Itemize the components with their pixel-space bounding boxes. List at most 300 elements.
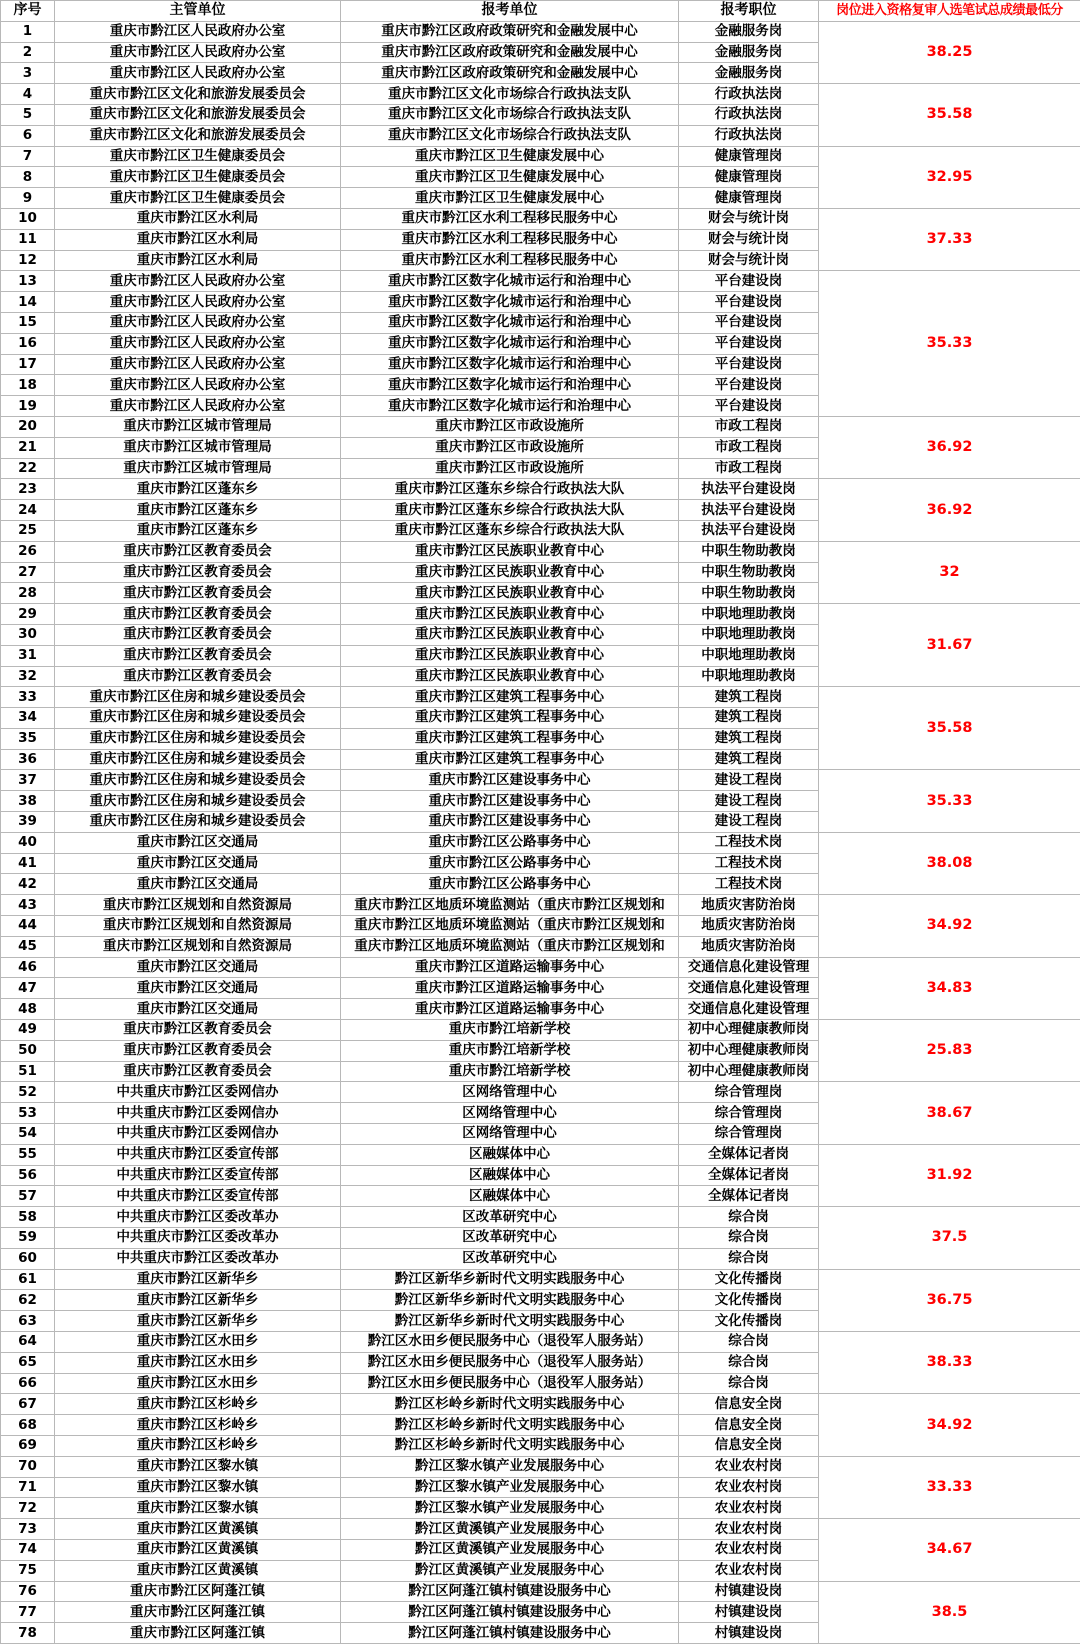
cell-position: 农业农村岗 <box>679 1560 819 1581</box>
cell-unit: 重庆市黔江区地质环境监测站（重庆市黔江区规划和 <box>341 936 679 957</box>
cell-unit: 区改革研究中心 <box>341 1248 679 1269</box>
cell-dept: 中共重庆市黔江区委宣传部 <box>55 1165 341 1186</box>
cell-min-score: 36.92 <box>819 416 1080 478</box>
cell-unit: 黔江区新华乡新时代文明实践服务中心 <box>341 1269 679 1290</box>
cell-unit: 重庆市黔江区水利工程移民服务中心 <box>341 250 679 271</box>
cell-seq: 22 <box>1 458 55 479</box>
cell-dept: 重庆市黔江区杉岭乡 <box>55 1394 341 1415</box>
cell-position: 平台建设岗 <box>679 354 819 375</box>
cell-seq: 19 <box>1 396 55 417</box>
cell-dept: 重庆市黔江区人民政府办公室 <box>55 333 341 354</box>
cell-seq: 50 <box>1 1040 55 1061</box>
cell-position: 农业农村岗 <box>679 1477 819 1498</box>
cell-seq: 76 <box>1 1581 55 1602</box>
cell-dept: 重庆市黔江区阿蓬江镇 <box>55 1581 341 1602</box>
table-row <box>1 1082 1080 1103</box>
cell-position: 交通信息化建设管理 <box>679 957 819 978</box>
cell-seq: 49 <box>1 1020 55 1041</box>
cell-dept: 重庆市黔江区人民政府办公室 <box>55 63 341 84</box>
cell-position: 初中心理健康教师岗 <box>679 1020 819 1041</box>
cell-dept: 重庆市黔江区教育委员会 <box>55 666 341 687</box>
cell-seq: 73 <box>1 1519 55 1540</box>
cell-dept: 重庆市黔江区教育委员会 <box>55 1061 341 1082</box>
cell-unit: 重庆市黔江区卫生健康发展中心 <box>341 146 679 167</box>
cell-unit: 重庆市黔江区数字化城市运行和治理中心 <box>341 375 679 396</box>
cell-dept: 中共重庆市黔江区委改革办 <box>55 1228 341 1249</box>
cell-seq: 13 <box>1 271 55 292</box>
cell-position: 建筑工程岗 <box>679 708 819 729</box>
cell-dept: 重庆市黔江区城市管理局 <box>55 458 341 479</box>
cell-min-score: 37.5 <box>819 1207 1080 1269</box>
cell-seq: 61 <box>1 1269 55 1290</box>
cell-unit: 重庆市黔江区数字化城市运行和治理中心 <box>341 333 679 354</box>
cell-dept: 重庆市黔江区住房和城乡建设委员会 <box>55 770 341 791</box>
cell-position: 建设工程岗 <box>679 770 819 791</box>
cell-unit: 重庆市黔江区建设事务中心 <box>341 812 679 833</box>
cell-seq: 36 <box>1 749 55 770</box>
cell-dept: 重庆市黔江区蓬东乡 <box>55 520 341 541</box>
cell-dept: 重庆市黔江区教育委员会 <box>55 541 341 562</box>
cell-dept: 重庆市黔江区卫生健康委员会 <box>55 146 341 167</box>
cell-seq: 70 <box>1 1456 55 1477</box>
cell-unit: 重庆市黔江区民族职业教育中心 <box>341 624 679 645</box>
cell-unit: 重庆市黔江区文化市场综合行政执法支队 <box>341 104 679 125</box>
cell-dept: 重庆市黔江区水田乡 <box>55 1373 341 1394</box>
cell-dept: 重庆市黔江区交通局 <box>55 978 341 999</box>
cell-unit: 重庆市黔江培新学校 <box>341 1040 679 1061</box>
cell-min-score: 32 <box>819 541 1080 603</box>
cell-min-score: 35.33 <box>819 770 1080 832</box>
cell-seq: 33 <box>1 687 55 708</box>
cell-dept: 重庆市黔江区文化和旅游发展委员会 <box>55 84 341 105</box>
cell-seq: 69 <box>1 1435 55 1456</box>
cell-dept: 重庆市黔江区人民政府办公室 <box>55 312 341 333</box>
cell-position: 农业农村岗 <box>679 1519 819 1540</box>
cell-position: 初中心理健康教师岗 <box>679 1061 819 1082</box>
cell-position: 地质灾害防治岗 <box>679 936 819 957</box>
cell-seq: 11 <box>1 229 55 250</box>
cell-position: 综合管理岗 <box>679 1124 819 1145</box>
cell-unit: 重庆市黔江区民族职业教育中心 <box>341 666 679 687</box>
cell-dept: 重庆市黔江区人民政府办公室 <box>55 396 341 417</box>
cell-position: 工程技术岗 <box>679 853 819 874</box>
cell-seq: 1 <box>1 21 55 42</box>
cell-dept: 重庆市黔江区交通局 <box>55 957 341 978</box>
cell-unit: 重庆市黔江区数字化城市运行和治理中心 <box>341 312 679 333</box>
cell-dept: 重庆市黔江区阿蓬江镇 <box>55 1623 341 1644</box>
cell-unit: 重庆市黔江培新学校 <box>341 1020 679 1041</box>
cell-seq: 23 <box>1 479 55 500</box>
table-row <box>1 146 1080 167</box>
cell-position: 市政工程岗 <box>679 458 819 479</box>
cell-dept: 中共重庆市黔江区委宣传部 <box>55 1144 341 1165</box>
cell-min-score: 38.33 <box>819 1332 1080 1394</box>
cell-position: 综合岗 <box>679 1352 819 1373</box>
cell-position: 地质灾害防治岗 <box>679 916 819 937</box>
cell-seq: 68 <box>1 1415 55 1436</box>
cell-unit: 黔江区新华乡新时代文明实践服务中心 <box>341 1290 679 1311</box>
cell-seq: 24 <box>1 500 55 521</box>
cell-dept: 重庆市黔江区教育委员会 <box>55 1020 341 1041</box>
cell-seq: 7 <box>1 146 55 167</box>
cell-dept: 重庆市黔江区教育委员会 <box>55 645 341 666</box>
cell-dept: 重庆市黔江区交通局 <box>55 999 341 1020</box>
table-row <box>1 832 1080 853</box>
cell-min-score: 35.58 <box>819 84 1080 146</box>
cell-dept: 中共重庆市黔江区委改革办 <box>55 1248 341 1269</box>
cell-unit: 重庆市黔江区水利工程移民服务中心 <box>341 208 679 229</box>
cell-dept: 重庆市黔江区水利局 <box>55 208 341 229</box>
cell-position: 行政执法岗 <box>679 104 819 125</box>
cell-dept: 重庆市黔江区交通局 <box>55 853 341 874</box>
cell-min-score: 36.92 <box>819 479 1080 541</box>
table-row <box>1 21 1080 42</box>
table-row <box>1 687 1080 708</box>
header-dept: 主管单位 <box>55 1 341 22</box>
cell-unit: 重庆市黔江区建筑工程事务中心 <box>341 749 679 770</box>
cell-position: 中职地理助教岗 <box>679 666 819 687</box>
cell-min-score: 38.67 <box>819 1082 1080 1144</box>
cell-seq: 53 <box>1 1103 55 1124</box>
cell-position: 中职生物助教岗 <box>679 583 819 604</box>
cell-dept: 重庆市黔江区蓬东乡 <box>55 500 341 521</box>
cell-seq: 25 <box>1 520 55 541</box>
cell-seq: 40 <box>1 832 55 853</box>
cell-seq: 26 <box>1 541 55 562</box>
cell-unit: 重庆市黔江区公路事务中心 <box>341 853 679 874</box>
cell-position: 村镇建设岗 <box>679 1623 819 1644</box>
cell-unit: 黔江区黄溪镇产业发展服务中心 <box>341 1519 679 1540</box>
cell-unit: 重庆市黔江区道路运输事务中心 <box>341 999 679 1020</box>
table-row <box>1 1269 1080 1290</box>
cell-unit: 重庆市黔江区市政设施所 <box>341 416 679 437</box>
cell-seq: 45 <box>1 936 55 957</box>
cell-unit: 区网络管理中心 <box>341 1082 679 1103</box>
cell-dept: 中共重庆市黔江区委网信办 <box>55 1124 341 1145</box>
cell-seq: 39 <box>1 812 55 833</box>
cell-seq: 34 <box>1 708 55 729</box>
cell-min-score: 37.33 <box>819 208 1080 270</box>
cell-min-score: 38.25 <box>819 21 1080 83</box>
cell-position: 平台建设岗 <box>679 375 819 396</box>
cell-position: 健康管理岗 <box>679 167 819 188</box>
cell-position: 初中心理健康教师岗 <box>679 1040 819 1061</box>
cell-position: 文化传播岗 <box>679 1311 819 1332</box>
cell-position: 平台建设岗 <box>679 396 819 417</box>
cell-unit: 重庆市黔江区水利工程移民服务中心 <box>341 229 679 250</box>
table-row <box>1 271 1080 292</box>
cell-seq: 58 <box>1 1207 55 1228</box>
cell-unit: 黔江区杉岭乡新时代文明实践服务中心 <box>341 1435 679 1456</box>
cell-seq: 28 <box>1 583 55 604</box>
cell-seq: 14 <box>1 292 55 313</box>
cell-unit: 黔江区黎水镇产业发展服务中心 <box>341 1477 679 1498</box>
cell-unit: 重庆市黔江区文化市场综合行政执法支队 <box>341 84 679 105</box>
cell-dept: 中共重庆市黔江区委网信办 <box>55 1082 341 1103</box>
header-min-score: 岗位进入资格复审人选笔试总成绩最低分 <box>819 1 1080 22</box>
cell-seq: 71 <box>1 1477 55 1498</box>
cell-position: 健康管理岗 <box>679 188 819 209</box>
table-row <box>1 1020 1080 1041</box>
cell-dept: 重庆市黔江区新华乡 <box>55 1311 341 1332</box>
cell-seq: 47 <box>1 978 55 999</box>
cell-unit: 重庆市黔江区数字化城市运行和治理中心 <box>341 396 679 417</box>
cell-unit: 黔江区水田乡便民服务中心（退役军人服务站） <box>341 1332 679 1353</box>
cell-position: 平台建设岗 <box>679 292 819 313</box>
cell-seq: 64 <box>1 1332 55 1353</box>
cell-unit: 重庆市黔江区数字化城市运行和治理中心 <box>341 271 679 292</box>
cell-position: 交通信息化建设管理 <box>679 978 819 999</box>
cell-seq: 27 <box>1 562 55 583</box>
cell-dept: 重庆市黔江区住房和城乡建设委员会 <box>55 687 341 708</box>
table-body <box>1 21 1080 1643</box>
table-row <box>1 770 1080 791</box>
cell-seq: 12 <box>1 250 55 271</box>
cell-position: 平台建设岗 <box>679 333 819 354</box>
cell-unit: 黔江区水田乡便民服务中心（退役军人服务站） <box>341 1373 679 1394</box>
cell-seq: 15 <box>1 312 55 333</box>
cell-seq: 30 <box>1 624 55 645</box>
table-row <box>1 1144 1080 1165</box>
cell-dept: 重庆市黔江区人民政府办公室 <box>55 354 341 375</box>
cell-position: 中职地理助教岗 <box>679 604 819 625</box>
cell-unit: 重庆市黔江区地质环境监测站（重庆市黔江区规划和 <box>341 895 679 916</box>
cell-min-score: 38.5 <box>819 1581 1080 1643</box>
cell-position: 健康管理岗 <box>679 146 819 167</box>
cell-min-score: 35.58 <box>819 687 1080 770</box>
cell-dept: 重庆市黔江区交通局 <box>55 832 341 853</box>
cell-seq: 10 <box>1 208 55 229</box>
cell-unit: 重庆市黔江区蓬东乡综合行政执法大队 <box>341 479 679 500</box>
cell-dept: 重庆市黔江区杉岭乡 <box>55 1435 341 1456</box>
cell-position: 村镇建设岗 <box>679 1581 819 1602</box>
cell-seq: 32 <box>1 666 55 687</box>
cell-position: 平台建设岗 <box>679 271 819 292</box>
cell-unit: 重庆市黔江区民族职业教育中心 <box>341 562 679 583</box>
cell-dept: 重庆市黔江区教育委员会 <box>55 1040 341 1061</box>
cell-seq: 44 <box>1 916 55 937</box>
cell-unit: 重庆市黔江区市政设施所 <box>341 458 679 479</box>
cell-dept: 中共重庆市黔江区委网信办 <box>55 1103 341 1124</box>
table-row <box>1 84 1080 105</box>
cell-seq: 63 <box>1 1311 55 1332</box>
cell-min-score: 34.83 <box>819 957 1080 1019</box>
cell-unit: 黔江区黄溪镇产业发展服务中心 <box>341 1560 679 1581</box>
cell-position: 全媒体记者岗 <box>679 1186 819 1207</box>
cell-unit: 重庆市黔江区卫生健康发展中心 <box>341 188 679 209</box>
table-row <box>1 479 1080 500</box>
cell-unit: 区改革研究中心 <box>341 1207 679 1228</box>
cell-seq: 72 <box>1 1498 55 1519</box>
table-row <box>1 1519 1080 1540</box>
cell-unit: 黔江区黎水镇产业发展服务中心 <box>341 1498 679 1519</box>
cell-dept: 重庆市黔江区住房和城乡建设委员会 <box>55 812 341 833</box>
cell-dept: 重庆市黔江区水利局 <box>55 229 341 250</box>
cell-unit: 重庆市黔江区道路运输事务中心 <box>341 978 679 999</box>
cell-dept: 重庆市黔江区规划和自然资源局 <box>55 936 341 957</box>
cell-unit: 重庆市黔江区蓬东乡综合行政执法大队 <box>341 520 679 541</box>
cell-min-score: 34.92 <box>819 1394 1080 1456</box>
cell-position: 建筑工程岗 <box>679 749 819 770</box>
cell-seq: 52 <box>1 1082 55 1103</box>
cell-dept: 重庆市黔江区规划和自然资源局 <box>55 916 341 937</box>
table-row <box>1 1394 1080 1415</box>
cell-position: 信息安全岗 <box>679 1435 819 1456</box>
cell-position: 综合岗 <box>679 1207 819 1228</box>
cell-seq: 62 <box>1 1290 55 1311</box>
cell-position: 执法平台建设岗 <box>679 500 819 521</box>
cell-seq: 65 <box>1 1352 55 1373</box>
table-row <box>1 416 1080 437</box>
cell-seq: 9 <box>1 188 55 209</box>
cell-seq: 66 <box>1 1373 55 1394</box>
cell-seq: 18 <box>1 375 55 396</box>
cell-dept: 重庆市黔江区住房和城乡建设委员会 <box>55 728 341 749</box>
cell-position: 信息安全岗 <box>679 1415 819 1436</box>
table-row <box>1 541 1080 562</box>
cell-unit: 区网络管理中心 <box>341 1103 679 1124</box>
cell-position: 交通信息化建设管理 <box>679 999 819 1020</box>
cell-position: 中职生物助教岗 <box>679 562 819 583</box>
cell-min-score: 31.92 <box>819 1144 1080 1206</box>
cell-position: 市政工程岗 <box>679 437 819 458</box>
cell-position: 行政执法岗 <box>679 125 819 146</box>
table-row <box>1 208 1080 229</box>
cell-seq: 38 <box>1 791 55 812</box>
cell-position: 全媒体记者岗 <box>679 1144 819 1165</box>
cell-position: 全媒体记者岗 <box>679 1165 819 1186</box>
cell-position: 中职生物助教岗 <box>679 541 819 562</box>
cell-position: 综合管理岗 <box>679 1103 819 1124</box>
cell-min-score: 25.83 <box>819 1020 1080 1082</box>
cell-unit: 重庆市黔江区建筑工程事务中心 <box>341 728 679 749</box>
cell-dept: 重庆市黔江区交通局 <box>55 874 341 895</box>
cell-unit: 重庆市黔江区蓬东乡综合行政执法大队 <box>341 500 679 521</box>
cell-unit: 黔江区黄溪镇产业发展服务中心 <box>341 1539 679 1560</box>
table-row <box>1 1581 1080 1602</box>
cell-seq: 6 <box>1 125 55 146</box>
cell-unit: 重庆市黔江区地质环境监测站（重庆市黔江区规划和 <box>341 916 679 937</box>
cell-position: 财会与统计岗 <box>679 229 819 250</box>
cell-dept: 重庆市黔江区规划和自然资源局 <box>55 895 341 916</box>
cell-unit: 重庆市黔江区民族职业教育中心 <box>341 645 679 666</box>
cell-unit: 区融媒体中心 <box>341 1186 679 1207</box>
cell-dept: 中共重庆市黔江区委改革办 <box>55 1207 341 1228</box>
header-position: 报考职位 <box>679 1 819 22</box>
cell-unit: 重庆市黔江区市政设施所 <box>341 437 679 458</box>
cell-dept: 重庆市黔江区教育委员会 <box>55 624 341 645</box>
cell-dept: 重庆市黔江区人民政府办公室 <box>55 271 341 292</box>
cell-seq: 20 <box>1 416 55 437</box>
cell-position: 建设工程岗 <box>679 812 819 833</box>
cell-dept: 重庆市黔江区人民政府办公室 <box>55 42 341 63</box>
cell-unit: 重庆市黔江区公路事务中心 <box>341 832 679 853</box>
cell-unit: 区融媒体中心 <box>341 1165 679 1186</box>
cell-seq: 8 <box>1 167 55 188</box>
cell-position: 地质灾害防治岗 <box>679 895 819 916</box>
cell-unit: 黔江区阿蓬江镇村镇建设服务中心 <box>341 1581 679 1602</box>
cell-position: 财会与统计岗 <box>679 250 819 271</box>
cell-dept: 重庆市黔江区人民政府办公室 <box>55 292 341 313</box>
cell-dept: 重庆市黔江区文化和旅游发展委员会 <box>55 104 341 125</box>
cell-unit: 黔江区阿蓬江镇村镇建设服务中心 <box>341 1602 679 1623</box>
table-row <box>1 1207 1080 1228</box>
cell-position: 文化传播岗 <box>679 1290 819 1311</box>
cell-dept: 重庆市黔江区城市管理局 <box>55 437 341 458</box>
cell-seq: 37 <box>1 770 55 791</box>
cell-dept: 重庆市黔江区黄溪镇 <box>55 1539 341 1560</box>
cell-unit: 黔江区阿蓬江镇村镇建设服务中心 <box>341 1623 679 1644</box>
cell-seq: 57 <box>1 1186 55 1207</box>
cell-position: 中职地理助教岗 <box>679 624 819 645</box>
cell-seq: 56 <box>1 1165 55 1186</box>
cell-dept: 重庆市黔江区水田乡 <box>55 1352 341 1373</box>
cell-unit: 重庆市黔江区建设事务中心 <box>341 770 679 791</box>
cell-unit: 黔江区水田乡便民服务中心（退役军人服务站） <box>341 1352 679 1373</box>
table-row <box>1 895 1080 916</box>
cell-seq: 29 <box>1 604 55 625</box>
cell-seq: 41 <box>1 853 55 874</box>
cell-dept: 重庆市黔江区人民政府办公室 <box>55 21 341 42</box>
cell-seq: 4 <box>1 84 55 105</box>
cell-position: 金融服务岗 <box>679 21 819 42</box>
cell-position: 执法平台建设岗 <box>679 520 819 541</box>
header-unit: 报考单位 <box>341 1 679 22</box>
cell-dept: 重庆市黔江区卫生健康委员会 <box>55 167 341 188</box>
cell-seq: 21 <box>1 437 55 458</box>
cell-position: 金融服务岗 <box>679 42 819 63</box>
cell-dept: 重庆市黔江区教育委员会 <box>55 562 341 583</box>
cell-seq: 31 <box>1 645 55 666</box>
cell-seq: 17 <box>1 354 55 375</box>
cell-unit: 重庆市黔江区政府政策研究和金融发展中心 <box>341 63 679 84</box>
cell-dept: 重庆市黔江区蓬东乡 <box>55 479 341 500</box>
table-row <box>1 604 1080 625</box>
cell-seq: 35 <box>1 728 55 749</box>
cell-seq: 54 <box>1 1124 55 1145</box>
cell-seq: 60 <box>1 1248 55 1269</box>
cell-position: 行政执法岗 <box>679 84 819 105</box>
cell-unit: 重庆市黔江区文化市场综合行政执法支队 <box>341 125 679 146</box>
cell-unit: 重庆市黔江区公路事务中心 <box>341 874 679 895</box>
cell-seq: 51 <box>1 1061 55 1082</box>
table-row <box>1 1456 1080 1477</box>
header-row <box>1 1 1080 22</box>
cell-min-score: 36.75 <box>819 1269 1080 1331</box>
cell-dept: 重庆市黔江区黎水镇 <box>55 1498 341 1519</box>
cell-dept: 重庆市黔江区水田乡 <box>55 1332 341 1353</box>
cell-seq: 16 <box>1 333 55 354</box>
cell-seq: 2 <box>1 42 55 63</box>
cell-position: 平台建设岗 <box>679 312 819 333</box>
cell-dept: 重庆市黔江区住房和城乡建设委员会 <box>55 791 341 812</box>
cell-position: 综合岗 <box>679 1248 819 1269</box>
cell-seq: 67 <box>1 1394 55 1415</box>
cell-position: 农业农村岗 <box>679 1498 819 1519</box>
cell-unit: 区改革研究中心 <box>341 1228 679 1249</box>
cell-dept: 重庆市黔江区水利局 <box>55 250 341 271</box>
cell-unit: 区网络管理中心 <box>341 1124 679 1145</box>
cell-dept: 重庆市黔江区住房和城乡建设委员会 <box>55 749 341 770</box>
cell-min-score: 34.67 <box>819 1519 1080 1581</box>
cell-unit: 黔江区黎水镇产业发展服务中心 <box>341 1456 679 1477</box>
cell-seq: 48 <box>1 999 55 1020</box>
cell-seq: 5 <box>1 104 55 125</box>
cell-unit: 黔江区杉岭乡新时代文明实践服务中心 <box>341 1415 679 1436</box>
cell-unit: 重庆市黔江区建筑工程事务中心 <box>341 708 679 729</box>
cell-unit: 重庆市黔江区建筑工程事务中心 <box>341 687 679 708</box>
cell-dept: 重庆市黔江区城市管理局 <box>55 416 341 437</box>
